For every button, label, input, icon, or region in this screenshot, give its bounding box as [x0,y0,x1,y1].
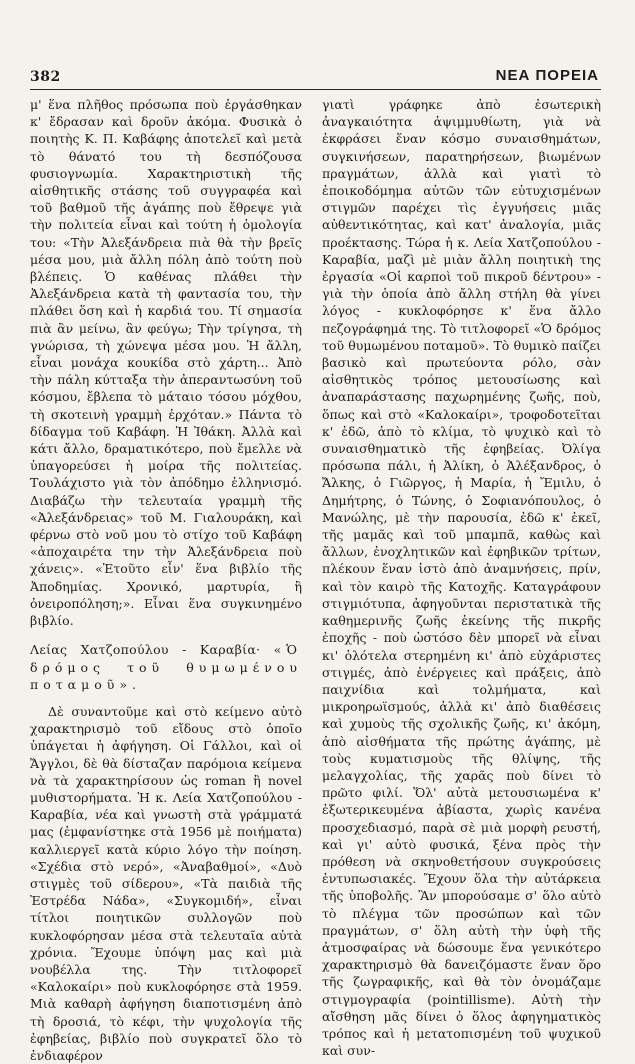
left-paragraph-2: Δὲ συναντοῦμε καὶ στὸ κείμενο αὐτὸ χαρακτηρισμὸ τοῦ εἴδους στὸ ὁποῖο ὑπάγεται ἡ ἀφήγηση. Οἱ Γάλλοι, καὶ οἱ Ἄγγλοι, δὲ θὰ δίσταζαν παρόμοια κείμενα νὰ τὰ χαρακτηρίσουν ὡς roman ἢ novel μυθιστορήματα. Ἡ κ. Λεία Χατζοπούλου - Καραβία, νέα καὶ γνωστὴ στὰ γράμματά μας (ἐμφανίστηκε στὰ 1956 μὲ ποιήματα) καλλιεργεῖ κατὰ κύριο λόγο τὴν ποίηση. «Σχέδια στὸ νερό», «Ἀναβαθμοί», «Δυὸ στιγμὲς τοῦ σίδερου», «Τὰ παιδιὰ τῆς Ἐστρέδα Νάδα», «Συγκομιδή», εἶναι τίτλοι ποιητικῶν συλλογῶν ποὺ κυκλοφόρησαν μέσα στὰ τελευταῖα αὐτὰ χρόνια. Ἔχουμε ὑπόψη μας καὶ μιὰ νουβέλλα της. Τὴν τιτλοφορεῖ «Καλοκαίρι» ποὺ κυκλοφόρησε στὰ 1959. Μιὰ καθαρὴ ἀφήγηση διαποτισμένη ἀπὸ τὴ δροσιά, τὸ κέφι, τὴν ψυχολογία τῆς ἐφηβείας, βιβλίο ποὺ συγκρατεῖ ὅλο τὸ ἐνδιαφέρον [30,703,302,1063]
right-paragraph-1: γιατὶ γράφηκε ἀπὸ ἐσωτερικὴ ἀναγκαιότητα ἀψιμμυθίωτη, γιὰ νὰ ἐκφράσει ἕναν κόσμο συναισθημάτων, συγκινήσεων, παρατηρήσεων, βιωμένων πραγμάτων, ἀλλὰ καὶ γιατὶ τὸ ἐποικοδόμημα αὐτῶν τῶν εὐτυχισμένων στιγμῶν παρέχει τὶς ἐγγυήσεις μιᾶς αὐθεντικότητας, καὶ κατ' ἀναλογία, μιᾶς προέκτασης. Τώρα ἡ κ. Λεία Χατζοπούλου - Καραβία, μαζὶ μὲ μιὰν ἄλλη ποιητικὴ της ἐργασία «Οἱ καρποὶ τοῦ πικροῦ δέντρου» - γιὰ τὴν ὁποία ἀπὸ ἄλλη στήλη θὰ γίνει λόγος - κυκλοφόρησε κ' ἕνα ἄλλο πεζογράφημά της. Τὸ τιτλοφορεῖ «Ὁ δρόμος τοῦ θυμωμένου ποταμοῦ». Τὸ θυμικὸ παίζει βασικὸ καὶ πρωτεύοντα ρόλο, σὰν αἰσθητικὸς τρόπος μετουσίωσης καὶ ἀναπαράστασης παχωρημένης ζωῆς, ποὺ, ὅπως καὶ στὸ «Καλοκαίρι», τροφοδοτεῖται κ' ἐδῶ, ἀπὸ τὸ κλίμα, τὸ ψυχικὸ καὶ τὸ συναισθηματικὸ τῆς ἐφηβείας. Ὀλίγα πρόσωπα πάλι, ἡ Ἀλίκη, ὁ Ἀλέξανδρος, ὁ Ἄλκης, ὁ Γιῶργος, ἡ Μαρία, ἡ Ἔμιλυ, ὁ Δημήτρης, ὁ Τώνης, ὁ Σοφιανόπουλος, ὁ Μανώλης, μὲ τὴν παρουσία, ἐδῶ κ' ἐκεῖ, τῆς μαμᾶς καὶ τοῦ μπαμπᾶ, καθὼς καὶ ἄλλων, ἐνοχλητικῶν καὶ ἐφηβικῶν τρίτων, πλέκουν ἕναν ἱστὸ ἀπὸ ἀναμνήσεις, πρίν, καὶ τὸν καιρὸ τῆς Κατοχῆς. Καταγράφουν στιγμιότυπα, ἀφηγοῦνται περιστατικὰ τῆς καθημερινῆς ζωῆς ἐκείνης τῆς πικρῆς ἐποχῆς - ποὺ ὡστόσο δὲν μπορεῖ νὰ εἶναι κι' ὁλότελα στερημένη κι' ἀπὸ εὐχάριστες στιγμές, ἀπὸ ἐνέργειες καὶ πράξεις, ἀπὸ παιχνίδια καὶ τολμήματα, καὶ μικροηρωϊσμούς, ἀλλὰ κι' ἀπὸ διαθέσεις καὶ χυμοὺς τῆς σχολικῆς ζωῆς, κι' ἀκόμη, ἀπὸ αἰσθήματα τῆς πρώτης ἀγάπης, μὲ τοὺς κυματισμοὺς τῆς θλίψης, τῆς μελαγχολίας, τῆς χαρᾶς ποὺ δίνει τὸ πρῶτο φιλί. Ὅλ' αὐτὰ μετουσιωμένα κ' ἐξωτερικευμένα ἀβίαστα, χωρὶς κανένα προσχεδιασμό, παρὰ σὲ μιὰ μορφὴ ρευστή, καὶ γι' αὐτὸ φυσικά, ξένα πρὸς τὴν πρόθεση νὰ σκηνοθετήσουν συγκρούσεις ἐντυπωσιακές. Ἔχουν ὅλα τὴν αὐτάρκεια τῆς ὑποβολῆς. Ἂν μπορούσαμε σ' ὅλο αὐτὸ τὸ πλέγμα τῶν προσώπων καὶ τῶν πραγμάτων, σ' ὅλη αὐτὴ τὴν ὑφὴ τῆς ἀτμοσφαίρας νὰ δώσουμε ἕνα γενικότερο χαρακτηρισμὸ θὰ δανειζόμαστε ἕναν ὅρο τῆς ζωγραφικῆς, καὶ θὰ τὸν ὀνομάζαμε στιγμογραφία (pointillisme). Αὐτὴ τὴν αἴσθηση μᾶς δίνει ὁ ὅλος ἀφηγηματικὸς τρόπος καὶ ἡ μετατοπισμένη τοῦ ψυχικοῦ καὶ συν- [322,97,601,1059]
right-column [322,96,601,1059]
left-column [30,96,302,1064]
header-rule [30,89,601,90]
page-number: 382 [30,69,61,85]
section-heading-title: «Ὁ δρόμος τοῦ θυμωμένου ποταμοῦ». [30,642,302,692]
left-paragraph-1: μ' ἕνα πλῆθος πρόσωπα ποὺ ἐργάσθηκαν κ' ἔδρασαν καὶ δροῦν ἀκόμα. Φυσικὰ ὁ ποιητὴς Κ. Π. Καβάφης ἀποτελεῖ καὶ μετὰ τὸ θάνατό του τὴ δεσπόζουσα φυσιογνωμία. Χαρακτηριστικὴ τῆς αἰσθητικῆς στάσης τοῦ συγγραφέα καὶ τοῦ βαθμοῦ τῆς ἀγάπης ποὺ ἔθρεψε γιὰ τὴν πολιτεία εἶναι καὶ τούτη ἡ ὁμολογία του: «Τὴν Ἀλεξάνδρεια πιὰ θὰ τὴν βρεῖς μέσα μου, μιὰ ἄλλη πόλη ἀπὸ τούτη ποὺ βλέπεις. Ὁ καθένας πλάθει τὴν Ἀλεξάνδρεια κατὰ τὴ φαντασία του, τὴν πλάθει ὅση καὶ ἡ καρδιά του. Τί σημασία πιὰ ἂν μείνω, ἂν φεύγω; Τὴν τρίγησα, τὴ γνώρισα, τὴ χώνεψα μέσα μου. Ἡ ἄλλη, εἶναι μονάχα κουκίδα στὸ χάρτη... Ἀπὸ τὴν πάλη κύτταξα τὴν ἀπεραντωσύνη τοῦ κόσμου, ἔβλεπα τὸ μάταιο τόσου μόχθου, τὴ σκοτεινὴ γραμμὴ ἐρχόταν.» Πάντα τὸ δίδαγμα τοῦ Καβάφη. Ἡ Ἰθάκη. Ἀλλὰ καὶ κάτι ἄλλο, δραματικότερο, ποὺ ἔμελλε νὰ ὑπαγορεύσει ἡ μοίρα τῆς πολιτείας. Τουλάχιστο γιὰ τὸν ἀπόδημο ἑλληνισμό. Διαβάζω τὴν τελευταία γραμμὴ τῆς «Ἀλεξάνδρειας» τοῦ Μ. Γιαλουράκη, καὶ φέρνω στὸ νοῦ μου τὸ στίχο τοῦ Καβάφη «ἀποχαιρέτα την τὴν Ἀλεξάνδρεια ποὺ χάνεις». «Ἐτοῦτο εἶν' ἕνα βιβλίο τῆς Ἀποδημίας. Χρονικό, μαρτυρία, ἢ ὀνειροπόληση;». Εἶναι ἕνα συγκινημένο βιβλίο. [30,97,302,629]
section-heading [30,641,302,693]
section-heading-author: Λείας Χατζοπούλου - Καραβία· [30,642,261,658]
running-head: ΝΕΑ ΠΟΡΕΙΑ [495,67,599,84]
